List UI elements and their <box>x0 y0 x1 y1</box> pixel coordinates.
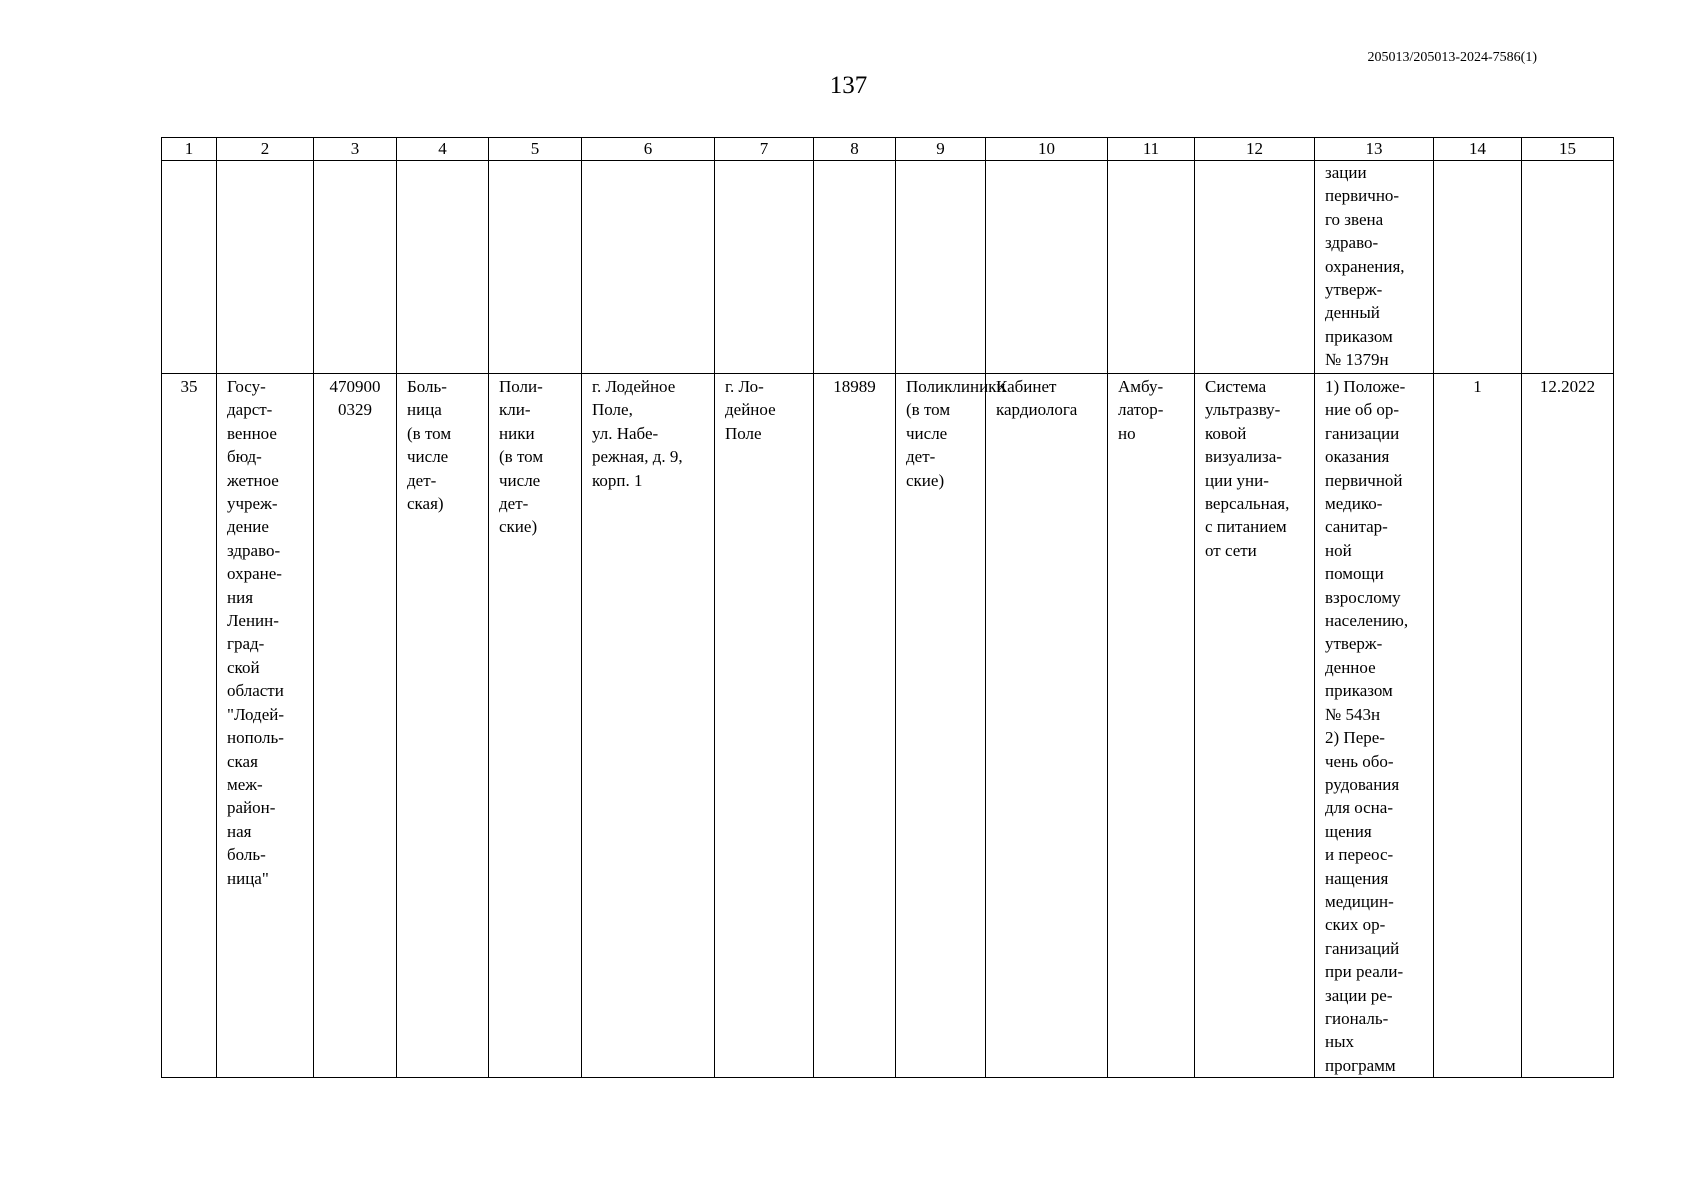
table-cell <box>582 161 715 374</box>
document-code: 205013/205013-2024-7586(1) <box>1367 50 1537 65</box>
address-cell: г. Лодейное Поле, ул. Набе- режная, д. 9, корп. 1 <box>582 374 715 1078</box>
table-cell <box>986 161 1108 374</box>
equipment-table <box>161 137 1614 1078</box>
page-number: 137 <box>829 72 868 99</box>
column-header: 10 <box>986 138 1108 161</box>
column-header: 9 <box>896 138 986 161</box>
column-header: 14 <box>1434 138 1522 161</box>
facility-type-cell: Боль- ница (в том числе дет- ская) <box>397 374 489 1078</box>
table-cell <box>314 161 397 374</box>
column-header: 3 <box>314 138 397 161</box>
continuation-row <box>162 161 1614 374</box>
column-header: 15 <box>1522 138 1614 161</box>
table-row <box>162 374 1614 1078</box>
legal-basis-cell: зации первично- го звена здраво- охранения, утверж- денный приказом № 1379н <box>1315 161 1434 374</box>
column-header-row <box>162 138 1614 161</box>
table-cell <box>1522 161 1614 374</box>
table-cell <box>1108 161 1195 374</box>
table-cell <box>397 161 489 374</box>
care-conditions-cell: Амбу- латор- но <box>1108 374 1195 1078</box>
table-cell <box>814 161 896 374</box>
subdivision-type-cell: Поли- кли- ники (в том числе дет- ские) <box>489 374 582 1078</box>
column-header: 13 <box>1315 138 1434 161</box>
column-header: 5 <box>489 138 582 161</box>
inn-cell: 470900 0329 <box>314 374 397 1078</box>
table-cell <box>1195 161 1315 374</box>
table-cell <box>1434 161 1522 374</box>
room-cell: Кабинет кардиолога <box>986 374 1108 1078</box>
date-cell: 12.2022 <box>1522 374 1614 1078</box>
legal-basis-cell: 1) Положе- ние об ор- ганизации оказания первичной медико- санитар- ной помощи взрослому населению, утверж- денное приказом № 543н 2) Пере- чень обо- рудования для осна- щения и переос- нащения медицин- ских ор- ганизаций при реали- зации ре- гиональ- ных программ <box>1315 374 1434 1078</box>
table-cell <box>896 161 986 374</box>
column-header: 11 <box>1108 138 1195 161</box>
column-header: 4 <box>397 138 489 161</box>
column-header: 1 <box>162 138 217 161</box>
table-cell <box>489 161 582 374</box>
table-cell <box>715 161 814 374</box>
table-cell <box>217 161 314 374</box>
department-cell: Поликлиники (в том числе дет- ские) <box>896 374 986 1078</box>
column-header: 8 <box>814 138 896 161</box>
quantity-cell: 1 <box>1434 374 1522 1078</box>
row-number-cell: 35 <box>162 374 217 1078</box>
locality-cell: г. Ло- дейное Поле <box>715 374 814 1078</box>
organization-cell: Госу- дарст- венное бюд- жетное учреж- дение здраво- охране- ния Ленин- град- ской области "Лодей- нополь- ская меж- район- ная боль- ница" <box>217 374 314 1078</box>
column-header: 2 <box>217 138 314 161</box>
population-cell: 18989 <box>814 374 896 1078</box>
column-header: 6 <box>582 138 715 161</box>
column-header: 12 <box>1195 138 1315 161</box>
table-cell <box>162 161 217 374</box>
equipment-cell: Система ультразву- ковой визуализа- ции уни- версальная, с питанием от сети <box>1195 374 1315 1078</box>
column-header: 7 <box>715 138 814 161</box>
